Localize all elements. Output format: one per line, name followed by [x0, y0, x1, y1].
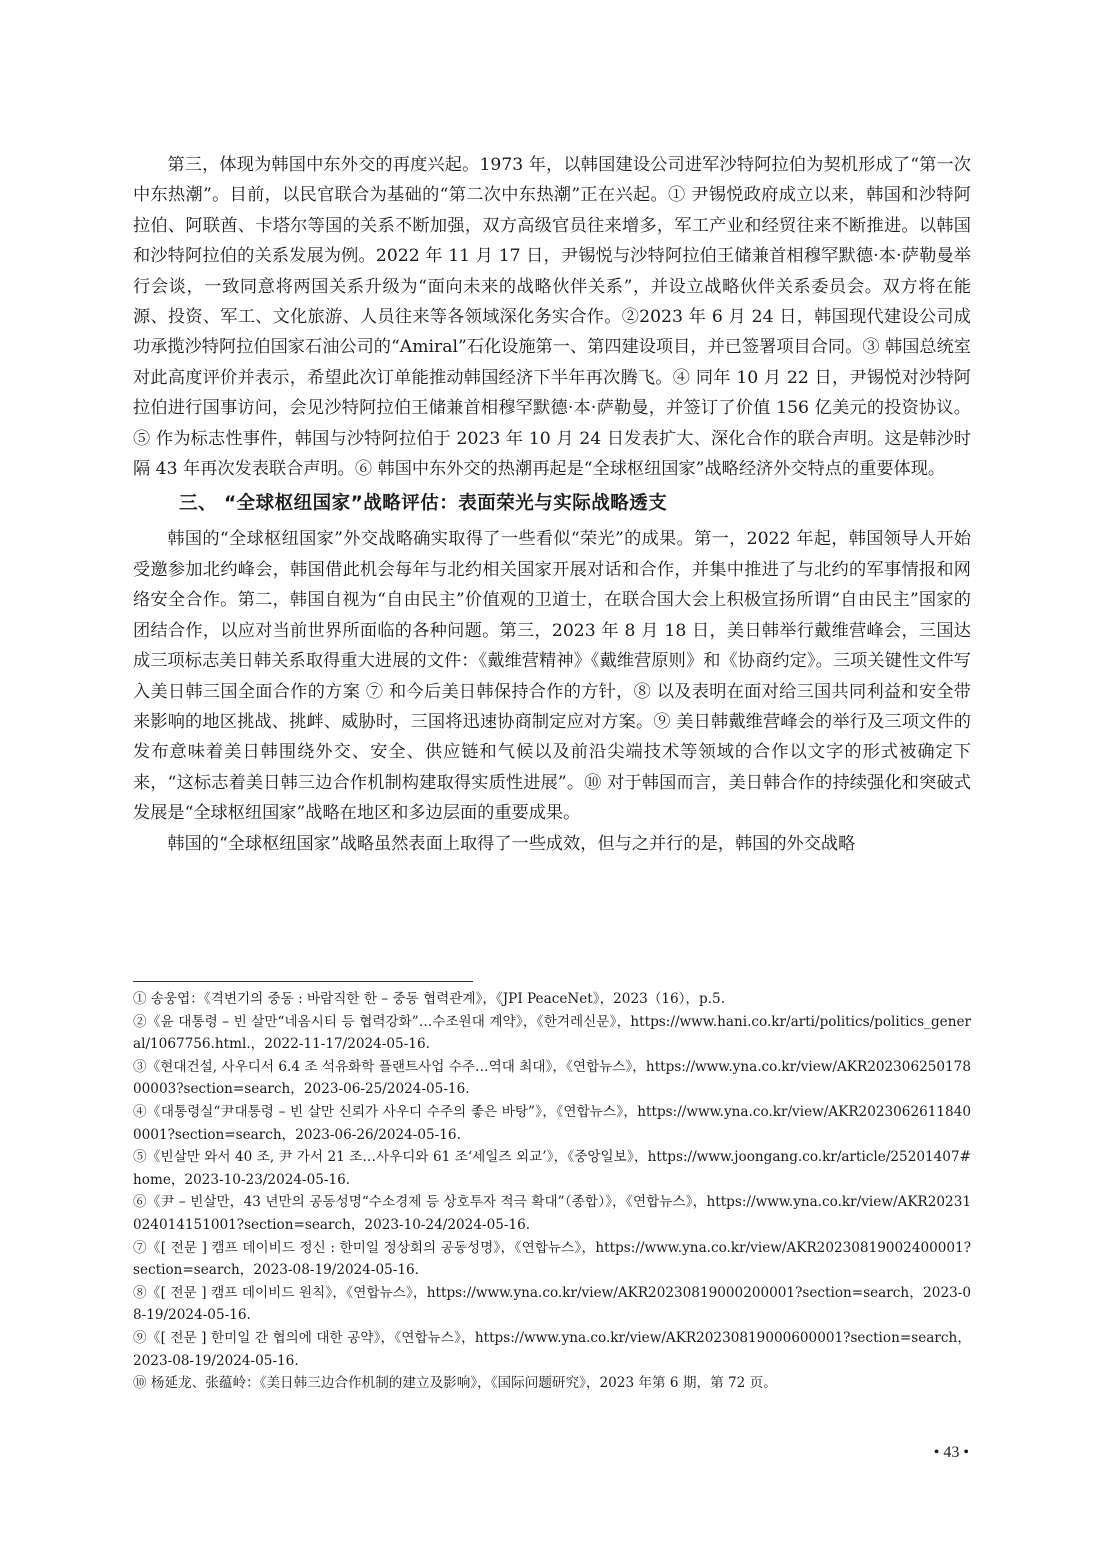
- footnote: ⑤《빈살만 와서 40 조, 尹 가서 21 조…사우디와 61 조‘세일즈 외교’》，《중앙일보》，https://www.joongang.co.kr/article/25201407#home，2023-10-23/2024-05-16.: [133, 1149, 971, 1188]
- footnote: ⑧《[ 전문 ] 캠프 데이비드 원칙》，《연합뉴스》，https://www.yna.co.kr/view/AKR20230819000200001?section=search，2023-08-19/2024-05-16.: [133, 1284, 971, 1324]
- footnote: ⑦《[ 전문 ] 캠프 데이비드 정신 : 한미일 정상회의 공동성명》，《연합뉴스》，https://www.yna.co.kr/view/AKR20230819002400001?section=search，2023-08-19/2024-05-16.: [133, 1239, 971, 1279]
- page-number: • 43 •: [933, 1444, 969, 1461]
- footnote: ⑩ 杨延龙、张蕴岭：《美日韩三边合作机制的建立及影响》，《国际问题研究》，2023 年第 6 期，第 72 页。: [133, 1375, 777, 1392]
- section-heading: 三、 “全球枢纽国家”战略评估：表面荣光与实际战略透支: [179, 493, 668, 515]
- footnote: ③《현대건설, 사우디서 6.4 조 석유화학 플랜트사업 수주…역대 최대》，《연합뉴스》，https://www.yna.co.kr/view/AKR20230625017800003?section=search，2023-06-25/2024-05-16.: [133, 1058, 971, 1098]
- paragraph: 韩国的“全球枢纽国家”战略虽然表面上取得了一些成效，但与之并行的是，韩国的外交战略: [167, 833, 856, 854]
- footnotes: [133, 988, 971, 1395]
- footnote: ① 송웅엽：《격변기의 중동 : 바람직한 한 – 중동 협력관계》，《JPI PeaceNet》，2023（16），p.5.: [133, 991, 726, 1007]
- footnote: ⑨《[ 전문 ] 한미일 간 협의에 대한 공약》，《연합뉴스》，https://www.yna.co.kr/view/AKR20230819000600001?section=search，2023-08-19/2024-05-16.: [133, 1329, 971, 1369]
- footnote: ②《윤 대통령 – 빈 살만“네옴시티 등 협력강화”…수조원대 계약》，《한겨레신문》，https://www.hani.co.kr/arti/politics/politics_general/1067756.html.，2022-11-17/2024-05-16.: [133, 1013, 971, 1053]
- footnote: ④《대통령실“尹대통령 – 빈 살만 신뢰가 사우디 수주의 좋은 바탕”》，《연합뉴스》，https://www.yna.co.kr/view/AKR20230626118400001?section=search，2023-06-26/2024-05-16.: [133, 1103, 971, 1143]
- footnote: ⑥《尹 – 빈살만，43 년만의 공동성명“수소경제 등 상호투자 적극 확대”（종합）》，《연합뉴스》，https://www.yna.co.kr/view/AKR20231024014151001?section=search，2023-10-24/2024-05-16.: [133, 1194, 971, 1233]
- body-text: [133, 150, 971, 859]
- paragraph: 韩国的“全球枢纽国家”外交战略确实取得了一些看似“荣光”的成果。第一，2022 年起，韩国领导人开始受邀参加北约峰会，韩国借此机会每年与北约相关国家开展对话和合作，并集中推进了与北约的军事情报和网络安全合作。第二，韩国自视为“自由民主”价值观的卫道士，在联合国大会上积极宣扬所谓“自由民主”国家的团结合作，以应对当前世界所面临的各种问题。第三，2023 年 8 月 18 日，美日韩举行戴维营峰会，三国达成三项标志美日韩关系取得重大进展的文件：《戴维营精神》《戴维营原则》和《协商约定》。三项关键性文件写入美日韩三国全面合作的方案 ⑦ 和今后美日韩保持合作的方针，⑧ 以及表明在面对给三国共同利益和安全带来影响的地区挑战、挑衅、威胁时，三国将迅速协商制定应对方案。⑨ 美日韩戴维营峰会的举行及三项文件的发布意味着美日韩围绕外交、安全、供应链和气候以及前沿尖端技术等领域的合作以文字的形式被确定下来，“这标志着美日韩三边合作机制构建取得实质性进展”。⑩ 对于韩国而言，美日韩合作的持续强化和突破式发展是“全球枢纽国家”战略在地区和多边层面的重要成果。: [133, 529, 971, 824]
- footnote-divider: [133, 981, 473, 982]
- paragraph: 第三，体现为韩国中东外交的再度兴起。1973 年，以韩国建设公司进军沙特阿拉伯为契机形成了“第一次中东热潮”。目前，以民官联合为基础的“第二次中东热潮”正在兴起。① 尹锡悦政府成立以来，韩国和沙特阿拉伯、阿联酋、卡塔尔等国的关系不断加强，双方高级官员往来增多，军工产业和经贸往来不断推进。以韩国和沙特阿拉伯的关系发展为例。2022 年 11 月 17 日，尹锡悦与沙特阿拉伯王储兼首相穆罕默德·本·萨勒曼举行会谈，一致同意将两国关系升级为“面向未来的战略伙伴关系”，并设立战略伙伴关系委员会。双方将在能源、投资、军工、文化旅游、人员往来等各领域深化务实合作。②2023 年 6 月 24 日，韩国现代建设公司成功承揽沙特阿拉伯国家石油公司的“Amiral”石化设施第一、第四建设项目，并已签署项目合同。③ 韩国总统室对此高度评价并表示，希望此次订单能推动韩国经济下半年再次腾飞。④ 同年 10 月 22 日，尹锡悦对沙特阿拉伯进行国事访问，会见沙特阿拉伯王储兼首相穆罕默德·本·萨勒曼，并签订了价值 156 亿美元的投资协议。⑤ 作为标志性事件，韩国与沙特阿拉伯于 2023 年 10 月 24 日发表扩大、深化合作的联合声明。这是韩沙时隔 43 年再次发表联合声明。⑥ 韩国中东外交的热潮再起是“全球枢纽国家”战略经济外交特点的重要体现。: [133, 155, 971, 480]
